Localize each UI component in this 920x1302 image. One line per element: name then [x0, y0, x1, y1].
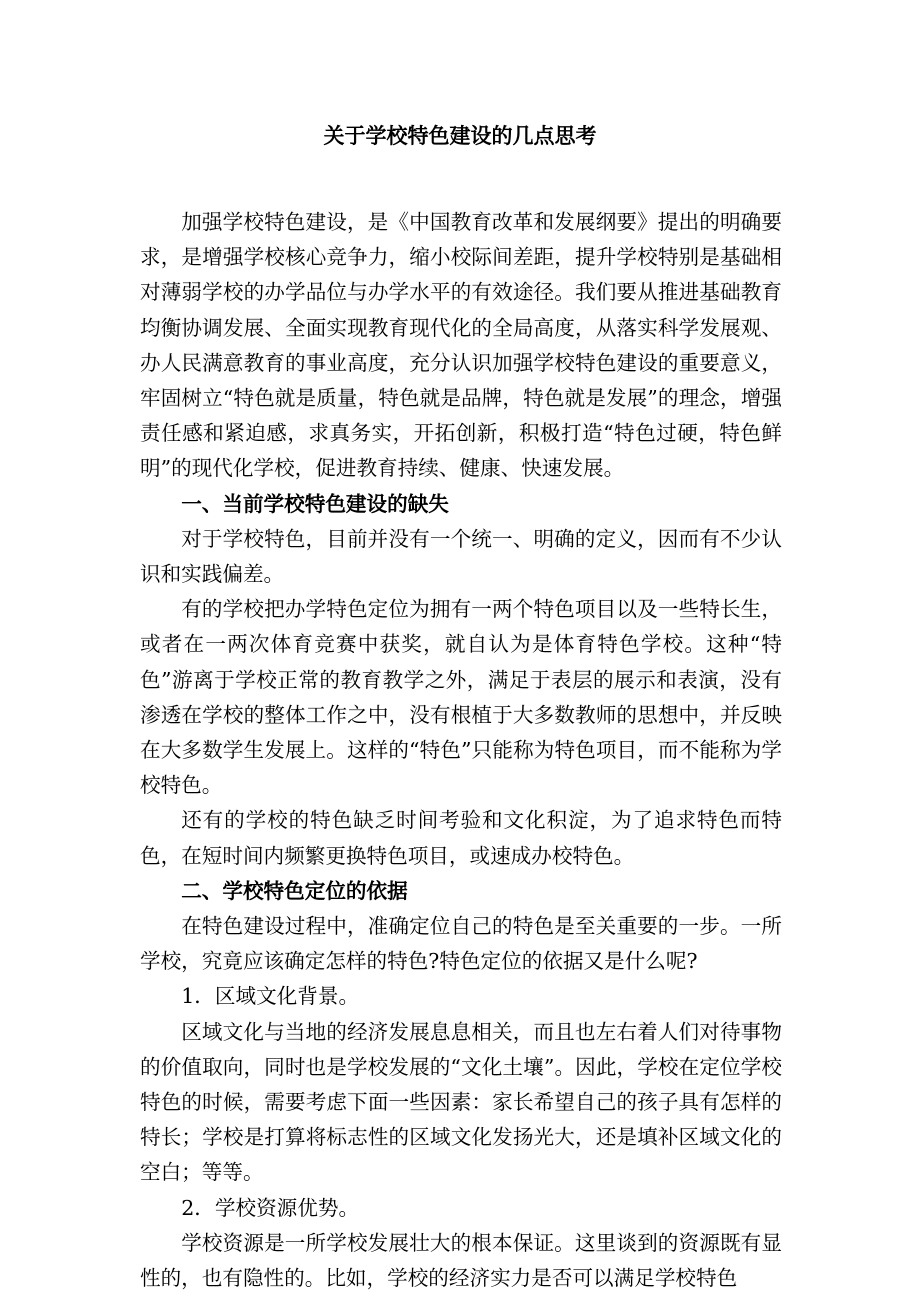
paragraph: 还有的学校的特色缺乏时间考验和文化积淀，为了追求特色而特色，在短时间内频繁更换特色项目，或速成办校特色。 — [140, 808, 782, 868]
paragraph: 区域文化与当地的经济发展息息相关，而且也左右着人们对待事物的价值取向，同时也是学校发展的“文化土壤”。因此，学校在定位学校特色的时候，需要考虑下面一些因素：家长希望自己的孩子具有怎样的特长；学校是打算将标志性的区域文化发扬光大，还是填补区域文化的空白；等等。 — [140, 1019, 782, 1185]
section-heading-2: 二、学校特色定位的依据 — [181, 878, 408, 903]
paragraph: 学校资源是一所学校发展壮大的根本保证。这里谈到的资源既有显性的，也有隐性的。比如，学校的经济实力是否可以满足学校特色 — [140, 1230, 782, 1291]
document-body — [140, 205, 782, 1296]
section-heading-1: 一、当前学校特色建设的缺失 — [181, 491, 449, 516]
subheading-item-2: 2．学校资源优势。 — [181, 1195, 360, 1220]
paragraph: 在特色建设过程中，准确定位自己的特色是至关重要的一步。一所学校，究竟应该确定怎样的特色?特色定位的依据又是什么呢? — [140, 914, 782, 974]
subheading-item-1: 1．区域文化背景。 — [181, 984, 360, 1009]
paragraph-intro: 加强学校特色建设，是《中国教育改革和发展纲要》提出的明确要求，是增强学校核心竞争力，缩小校际间差距，提升学校特别是基础相对薄弱学校的办学品位与办学水平的有效途径。我们要从推进基础教育均衡协调发展、全面实现教育现代化的全局高度，从落实科学发展观、办人民满意教育的事业高度，充分认识加强学校特色建设的重要意义，牢固树立“特色就是质量，特色就是品牌，特色就是发展”的理念，增强责任感和紧迫感，求真务实，开拓创新，积极打造“特色过硬，特色鲜明”的现代化学校，促进教育持续、健康、快速发展。 — [140, 210, 782, 481]
paragraph: 有的学校把办学特色定位为拥有一两个特色项目以及一些特长生，或者在一两次体育竞赛中获奖，就自认为是体育特色学校。这种“特色”游离于学校正常的教育教学之外，满足于表层的展示和表演，没有渗透在学校的整体工作之中，没有根植于大多数教师的思想中，并反映在大多数学生发展上。这样的“特色”只能称为特色项目，而不能称为学校特色。 — [140, 597, 782, 798]
document-title: 关于学校特色建设的几点思考 — [323, 124, 597, 148]
paragraph: 对于学校特色，目前并没有一个统一、明确的定义，因而有不少认识和实践偏差。 — [140, 526, 782, 587]
